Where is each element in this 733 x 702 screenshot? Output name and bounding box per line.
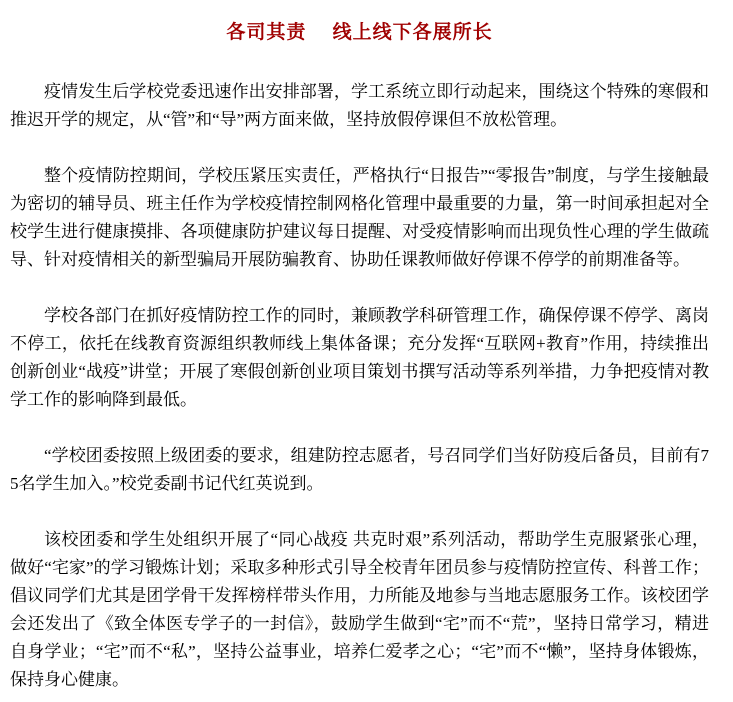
article-paragraph-5: 该校团委和学生处组织开展了“同心战疫 共克时艰”系列活动，帮助学生克服紧张心理，做好“宅家”的学习锻炼计划；采取多种形式引导全校青年团员参与疫情防控宣传、科普工作；倡议同学们尤其是团学骨干发挥榜样带头作用，力所能及地参与当地志愿服务工作。该校团学会还发出了《致全体医专学子的一封信》，鼓励学生做到“宅”而不“荒”，坚持日常学习，精进自身学业；“宅”而不“私”，坚持公益事业，培养仁爱孝之心；“宅”而不“懒”，坚持身体锻炼，保持身心健康。 <box>10 530 709 689</box>
article-paragraph-4: “学校团委按照上级团委的要求，组建防控志愿者，号召同学们当好防疫后备员，目前有75名学生加入。”校党委副书记代红英说到。 <box>10 446 709 493</box>
article-title: 各司其责 线上线下各展所长 <box>226 22 493 43</box>
article-paragraph-1: 疫情发生后学校党委迅速作出安排部署，学工系统立即行动起来，围绕这个特殊的寒假和推迟开学的规定，从“管”和“导”两方面来做，坚持放假停课但不放松管理。 <box>10 82 709 129</box>
article-paragraph-3: 学校各部门在抓好疫情防控工作的同时，兼顾教学科研管理工作，确保停课不停学、离岗不停工，依托在线教育资源组织教师线上集体备课；充分发挥“互联网+教育”作用，持续推出创新创业“战疫”讲堂；开展了寒假创新创业项目策划书撰写活动等系列举措，力争把疫情对教学工作的影响降到最低。 <box>10 306 709 409</box>
article-paragraph-2: 整个疫情防控期间，学校压紧压实责任，严格执行“日报告”“零报告”制度，与学生接触最为密切的辅导员、班主任作为学校疫情控制网格化管理中最重要的力量，第一时间承担起对全校学生进行健康摸排、各项健康防护建议每日提醒、对受疫情影响而出现负性心理的学生做疏导、针对疫情相关的新型骗局开展防骗教育、协助任课教师做好停课不停学的前期准备等。 <box>10 166 709 269</box>
